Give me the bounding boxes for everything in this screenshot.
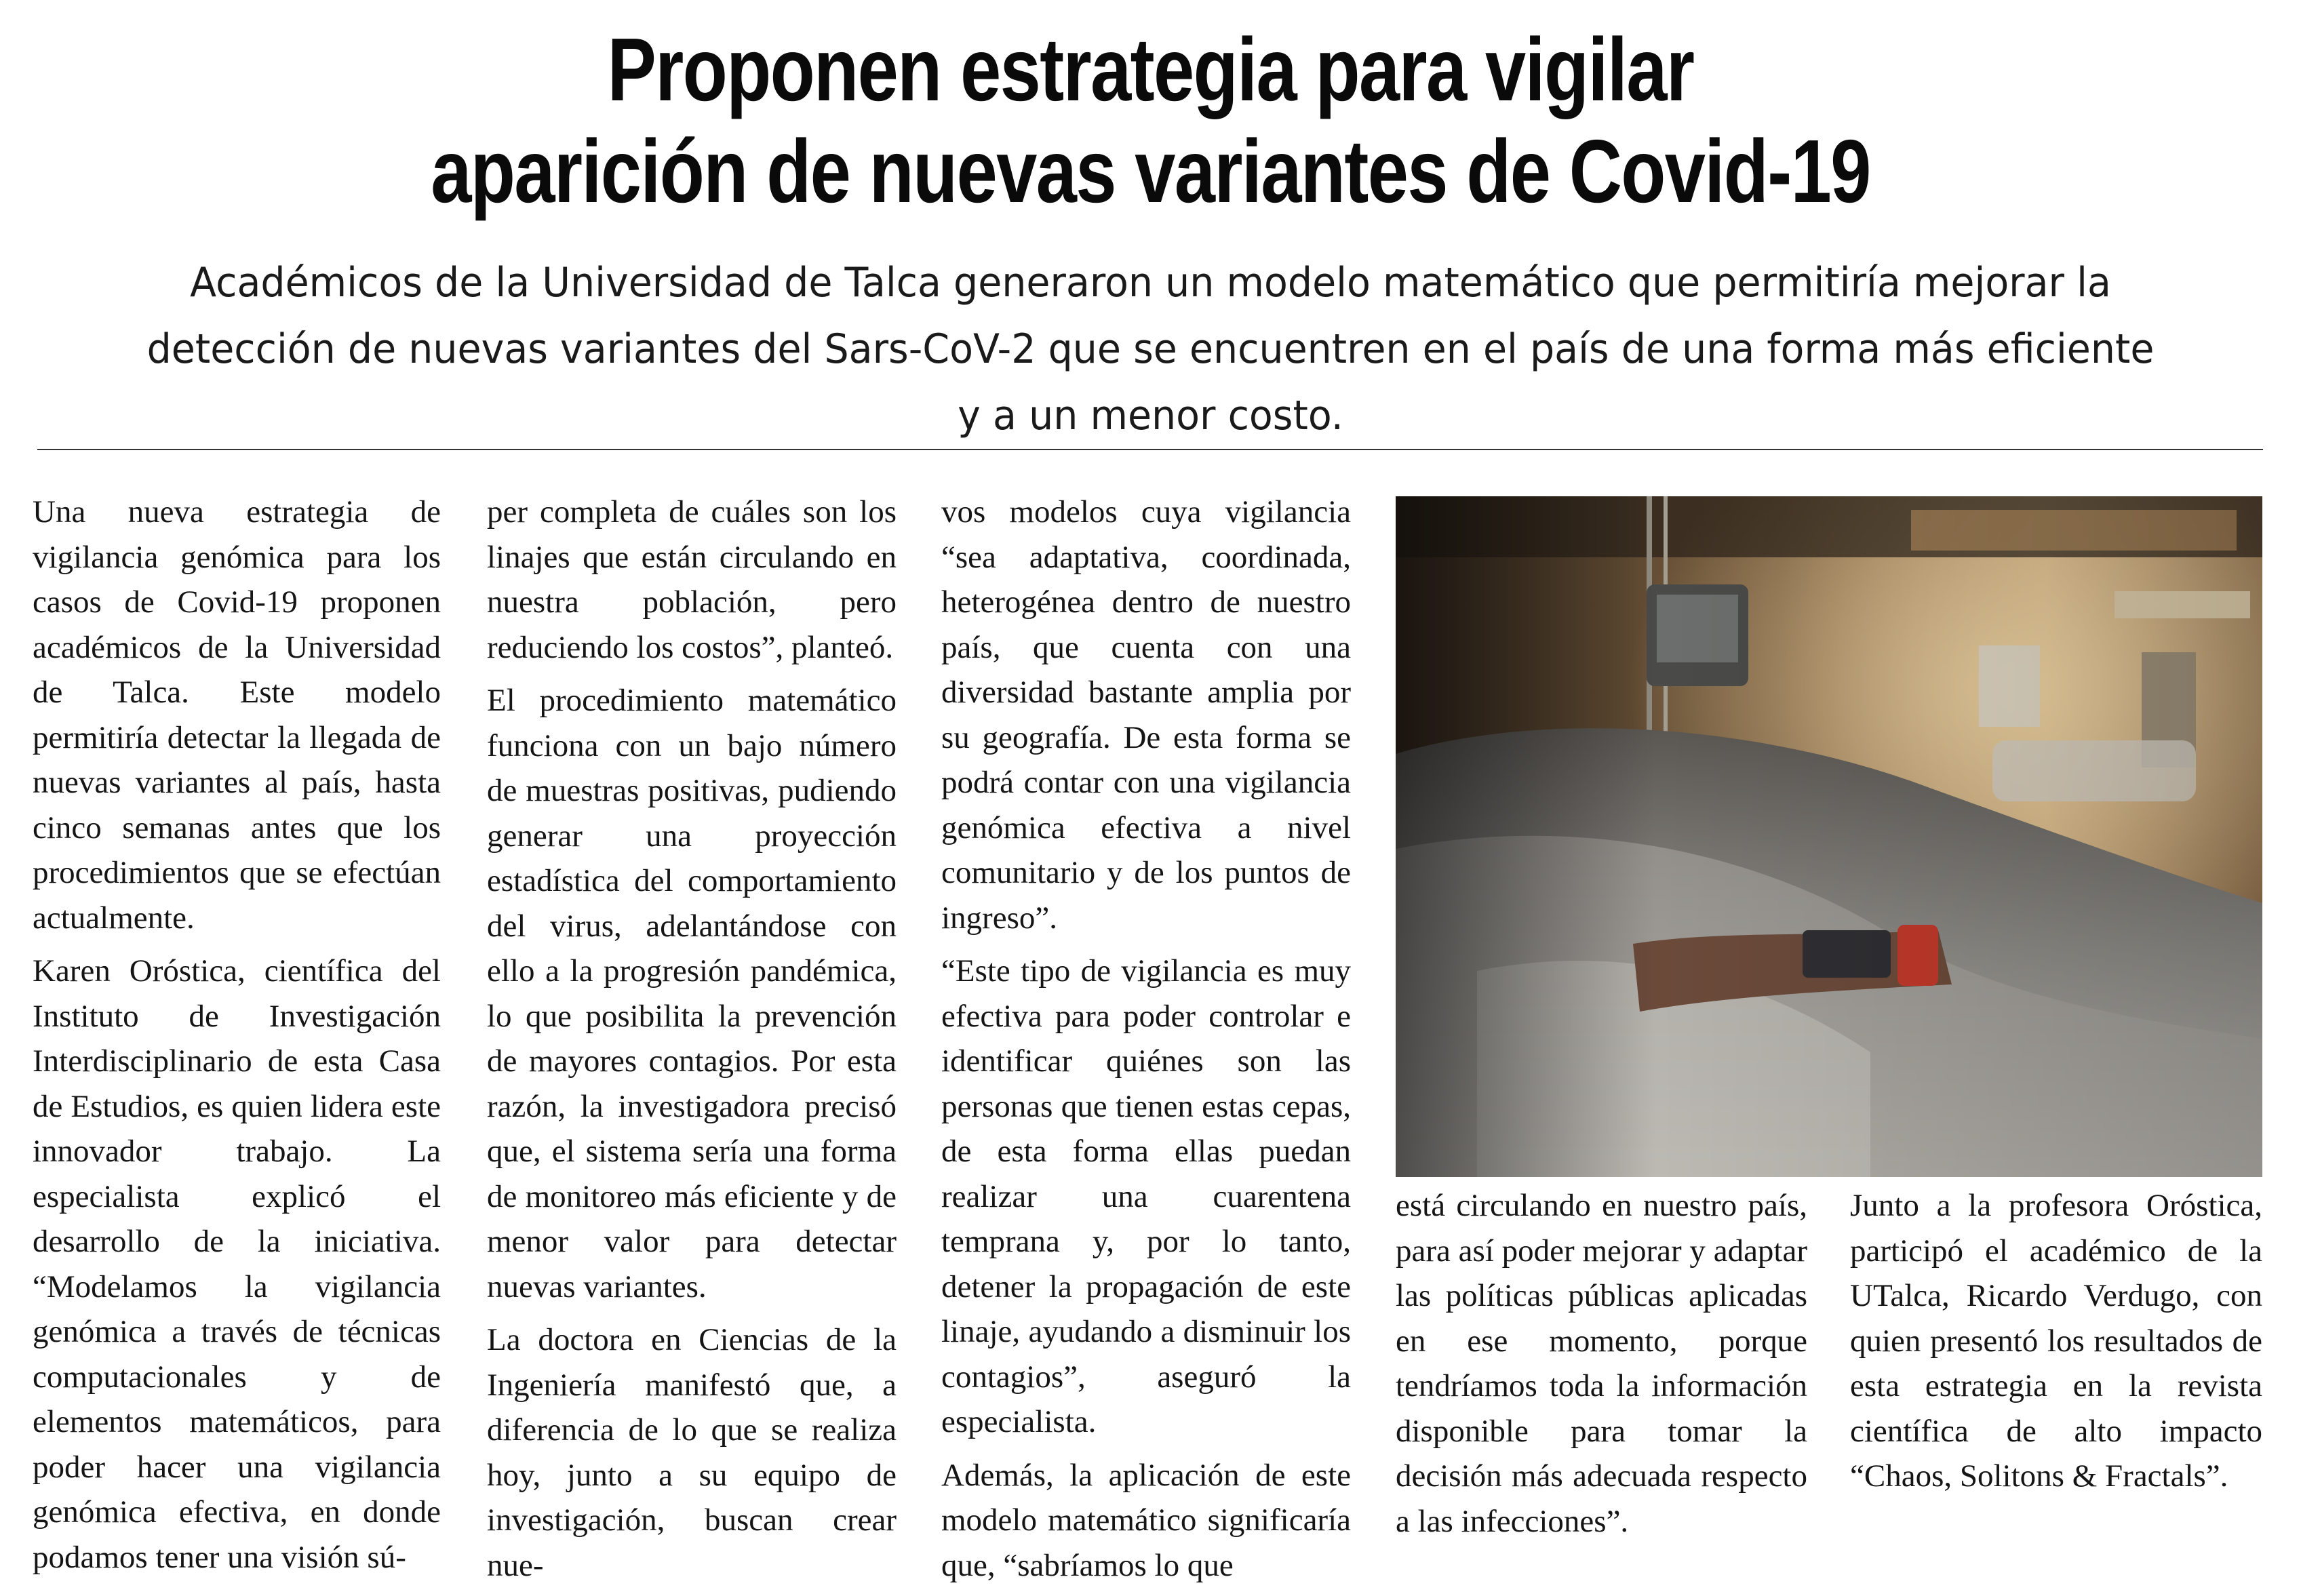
divider-rule: [37, 449, 2263, 450]
paragraph: Junto a la profesora Oróstica, participó el académico de la UTalca, Ricardo Verdugo, con quien presentó los resultados de esta estrategia en la revista científica de alto impacto “Chaos, Solitons & Fractals”.: [1850, 1188, 2262, 1494]
paragraph: está circulando en nuestro país, para así poder mejorar y adaptar las políticas públicas aplicadas en ese momento, porque tendríamos toda la información disponible para tomar la decisión más adecuada respecto a las infecciones”.: [1396, 1188, 1807, 1539]
article-column-5: [1850, 1183, 2262, 1507]
subheadline-line-1: Académicos de la Universidad de Talca generaron un modelo matemático que permitiría mejorar la: [190, 259, 2111, 306]
hospital-bed-photo: [1396, 496, 2262, 1177]
article-column-3: [941, 490, 1351, 1596]
headline-line-2: aparición de nuevas variantes de Covid-19: [431, 121, 1870, 221]
headline: [207, 19, 2093, 222]
subheadline: [109, 250, 2192, 449]
article-column-1: [33, 490, 441, 1588]
paragraph: Una nueva estrategia de vigilancia genómica para los casos de Covid-19 proponen académicos de la Universidad de Talca. Este modelo permitiría detectar la llegada de nuevas variantes al país, hasta cinco semanas antes que los procedimientos que se efectúan actualmente.: [33, 494, 441, 936]
paragraph: per completa de cuáles son los linajes que están circulando en nuestra población, pero reduciendo los costos”, planteó.: [487, 494, 897, 665]
paragraph: Karen Oróstica, científica del Instituto de Investigación Interdisciplinario de esta Casa de Estudios, es quien lidera este innovador trabajo. La especialista explicó el desarrollo de la iniciativa. “Modelamos la vigilancia genómica a través de técnicas computacionales y de elementos matemáticos, para poder hacer una vigilancia genómica efectiva, en donde podamos tener una visión sú-: [33, 953, 441, 1575]
article-column-2: [487, 490, 897, 1596]
headline-line-1: Proponen estrategia para vigilar: [607, 20, 1694, 119]
subheadline-line-3: y a un menor costo.: [958, 392, 1343, 439]
paragraph: Además, la aplicación de este modelo matemático significaría que, “sabríamos lo que: [941, 1457, 1351, 1583]
subheadline-line-2: detección de nuevas variantes del Sars-CoV-2 que se encuentren en el país de una forma más eficiente: [146, 325, 2155, 373]
article-column-4: [1396, 1183, 1807, 1552]
paragraph: vos modelos cuya vigilancia “sea adaptativa, coordinada, heterogénea dentro de nuestro país, que cuenta con una diversidad bastante amplia por su geografía. De esta forma se podrá contar con una vigilancia genómica efectiva a nivel comunitario y de los puntos de ingreso”.: [941, 494, 1351, 936]
paragraph: El procedimiento matemático funciona con un bajo número de muestras positivas, pudiendo generar una proyección estadística del comportamiento del virus, adelantándose con ello a la progresión pandémica, lo que posibilita la prevención de mayores contagios. Por esta razón, la investigadora precisó que, el sistema sería una forma de monitoreo más eficiente y de menor valor para detectar nuevas variantes.: [487, 683, 897, 1304]
paragraph: La doctora en Ciencias de la Ingeniería manifestó que, a diferencia de lo que se realiza hoy, junto a su equipo de investigación, buscan crear nue-: [487, 1322, 897, 1583]
paragraph: “Este tipo de vigilancia es muy efectiva para poder controlar e identificar quiénes son las personas que tienen estas cepas, de esta forma ellas puedan realizar una cuarentena temprana y, por lo tanto, detener la propagación de este linaje, ayudando a disminuir los contagios”, aseguró la especialista.: [941, 953, 1351, 1439]
